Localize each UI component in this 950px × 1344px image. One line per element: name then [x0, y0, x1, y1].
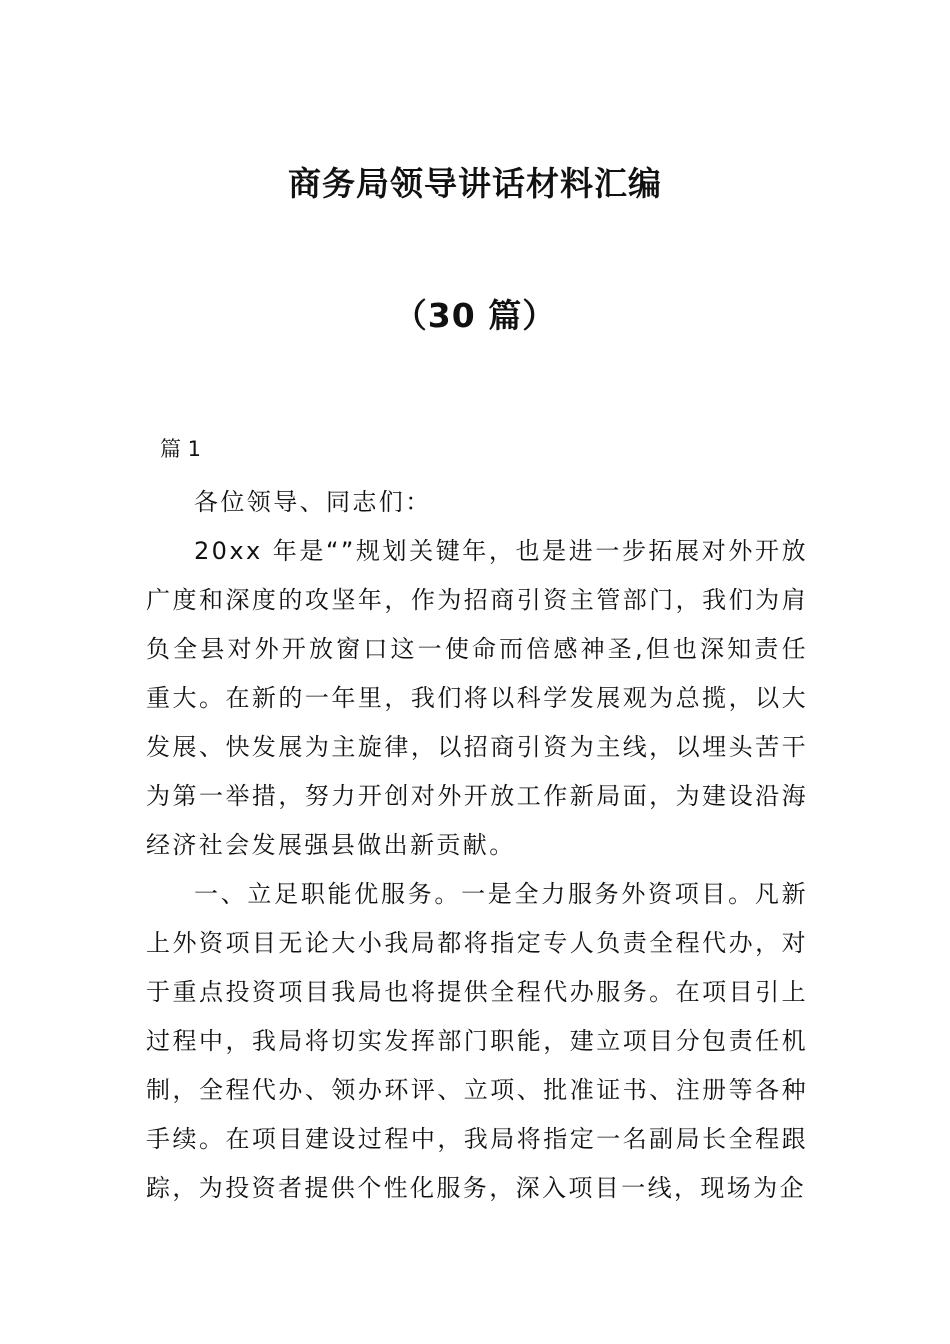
- paragraph-salutation: 各位领导、同志们：: [194, 488, 432, 516]
- section-label: 篇 1: [160, 437, 202, 461]
- body-text: [146, 478, 808, 1213]
- paragraph-point-one: 一、立足职能优服务。一是全力服务外资项目。凡新上外资项目无论大小我局都将指定专人负责全程代办，对于重点投资项目我局也将提供全程代办服务。在项目引上过程中，我局将切实发挥部门职能，建立项目分包责任机制，全程代办、领办环评、立项、批准证书、注册等各种手续。在项目建设过程中，我局将指定一名副局长全程跟踪，为投资者提供个性化服务，深入项目一线，现场为企: [146, 880, 808, 1202]
- paragraph-intro: 20xx 年是“”规划关键年，也是进一步拓展对外开放广度和深度的攻坚年，作为招商引资主管部门，我们为肩负全县对外开放窗口这一使命而倍感神圣,但也深知责任重大。在新的一年里，我们将以科学发展观为总揽，以大发展、快发展为主旋律，以招商引资为主线，以埋头苦干为第一举措，努力开创对外开放工作新局面，为建设沿海经济社会发展强县做出新贡献。: [146, 537, 808, 859]
- document-subtitle: （30 篇）: [393, 296, 557, 335]
- document-title: 商务局领导讲话材料汇编: [288, 164, 662, 203]
